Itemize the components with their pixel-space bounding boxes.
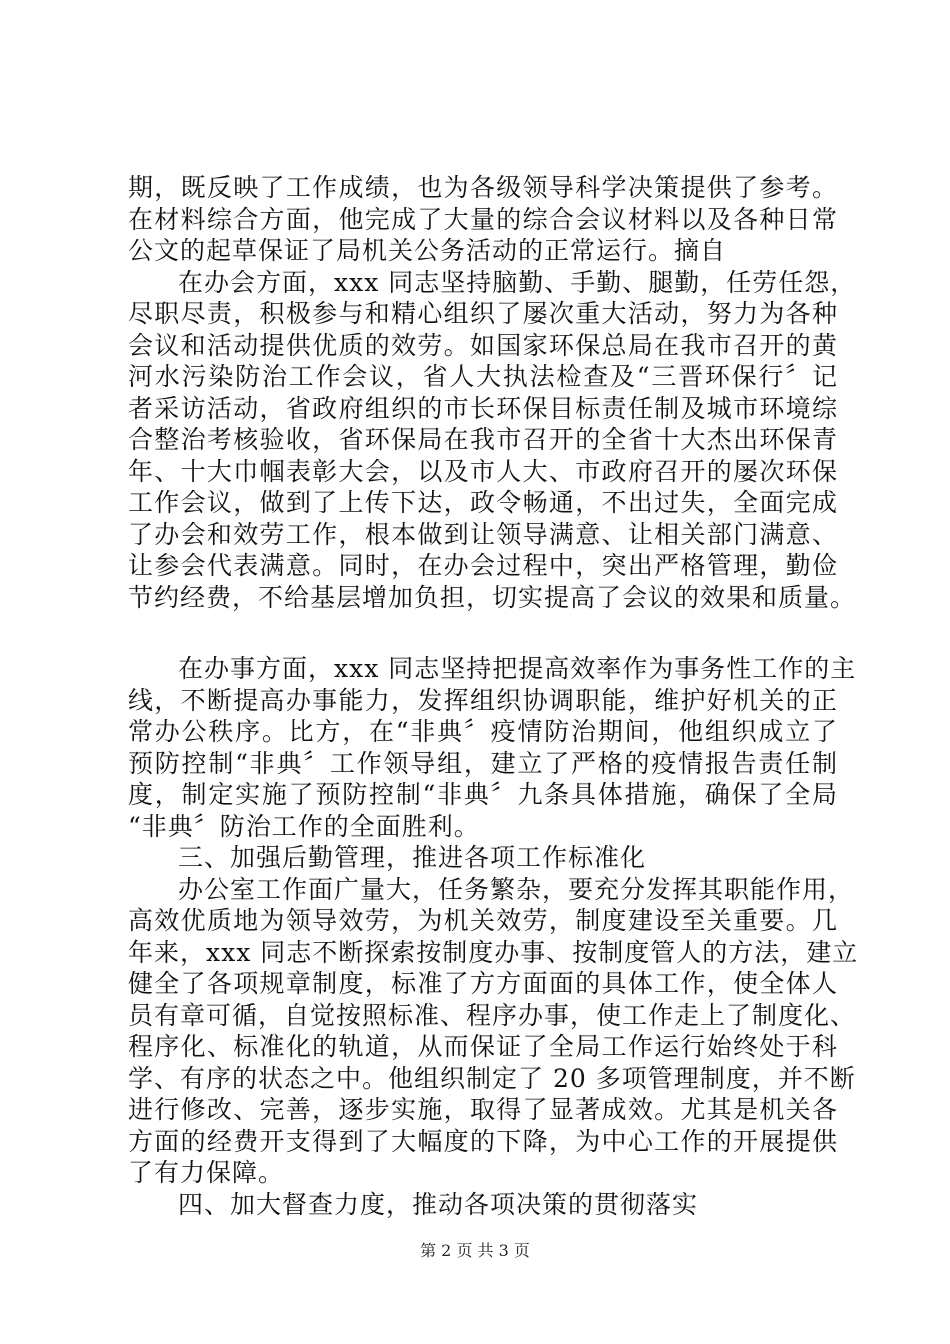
text-line: 线，不断提高办事能力，发挥组织协调职能，维护好机关的正 — [128, 685, 838, 715]
text-line: 者采访活动，省政府组织的市长环保目标责任制及城市环境综 — [128, 393, 838, 423]
text-line: 河水污染防治工作会议，省人大执法检查及“三晋环保行〞记 — [128, 362, 838, 391]
paragraph-1 — [128, 172, 838, 267]
paragraph-4 — [128, 874, 859, 1189]
text-line: 让参会代表满意。同时，在办会过程中，突出严格管理，勤俭 — [128, 551, 838, 580]
text-line: 年、十大巾帼表彰大会，以及市人大、市政府召开的屡次环保 — [128, 456, 838, 486]
text-line: 学、有序的状态之中。他组织制定了 20 多项管理制度，并不断 — [128, 1063, 856, 1093]
text-line: 度，制定实施了预防控制“非典〞九条具体措施，确保了全局 — [128, 780, 838, 809]
text-line: 在办事方面，xxx 同志坚持把提高效率作为事务性工作的主 — [178, 654, 857, 683]
text-line: 在办会方面，xxx 同志坚持脑勤、手勤、腿勤，任劳任怨， — [178, 267, 857, 297]
text-line: 方面的经费开支得到了大幅度的下降，为中心工作的开展提供 — [128, 1126, 838, 1156]
text-line: “非典〞防治工作的全面胜利。 — [128, 811, 480, 841]
text-line: 进行修改、完善，逐步实施，取得了显著成效。尤其是机关各 — [128, 1095, 838, 1124]
paragraph-2 — [128, 267, 857, 614]
text-line: 年来，xxx 同志不断探索按制度办事、按制度管人的方法，建立 — [128, 937, 859, 967]
document-body — [128, 172, 859, 1220]
text-line: 预防控制“非典〞工作领导组，建立了严格的疫情报告责任制 — [128, 748, 838, 778]
text-line: 办公室工作面广量大，任务繁杂，要充分发挥其职能作用， — [178, 874, 855, 904]
text-line: 常办公秩序。比方，在“非典〞疫情防治期间，他组织成立了 — [128, 717, 838, 746]
text-line: 会议和活动提供优质的效劳。如国家环保总局在我市召开的黄 — [128, 330, 838, 360]
paragraph-3 — [128, 653, 857, 842]
text-line: 合整治考核验收，省环保局在我市召开的全省十大杰出环保青 — [128, 425, 838, 454]
paragraph-gap — [128, 613, 838, 653]
text-line: 了有力保障。 — [128, 1158, 285, 1187]
text-line: 节约经费，不给基层增加负担，切实提高了会议的效果和质量。 — [128, 582, 857, 612]
text-line: 了办会和效劳工作，根本做到让领导满意、让相关部门满意、 — [128, 519, 838, 549]
section-heading-4 — [128, 1189, 838, 1221]
heading-line: 三、加强后勤管理，推进各项工作标准化 — [178, 843, 647, 872]
text-line: 高效优质地为领导效劳，为机关效劳，制度建设至关重要。几 — [128, 906, 838, 935]
text-line: 在材料综合方面，他完成了大量的综合会议材料以及各种日常 — [128, 204, 838, 234]
section-heading-3 — [128, 842, 838, 874]
text-line: 期，既反映了工作成绩，也为各级领导科学决策提供了参考。 — [128, 173, 838, 202]
text-line: 工作会议，做到了上传下达，政令畅通，不出过失，全面完成 — [128, 488, 838, 517]
text-line: 公文的起草保证了局机关公务活动的正常运行。摘自 — [128, 236, 727, 265]
text-line: 健全了各项规章制度，标准了方方面面的具体工作，使全体人 — [128, 969, 838, 998]
heading-line: 四、加大督查力度，推动各项决策的贯彻落实 — [178, 1189, 699, 1219]
page-footer: 第 2 页 共 3 页 — [420, 1241, 530, 1260]
text-line: 尽职尽责，积极参与和精心组织了屡次重大活动，努力为各种 — [128, 299, 838, 328]
text-line: 员有章可循，自觉按照标准、程序办事，使工作走上了制度化、 — [128, 1000, 857, 1030]
text-line: 程序化、标准化的轨道，从而保证了全局工作运行始终处于科 — [128, 1032, 838, 1061]
